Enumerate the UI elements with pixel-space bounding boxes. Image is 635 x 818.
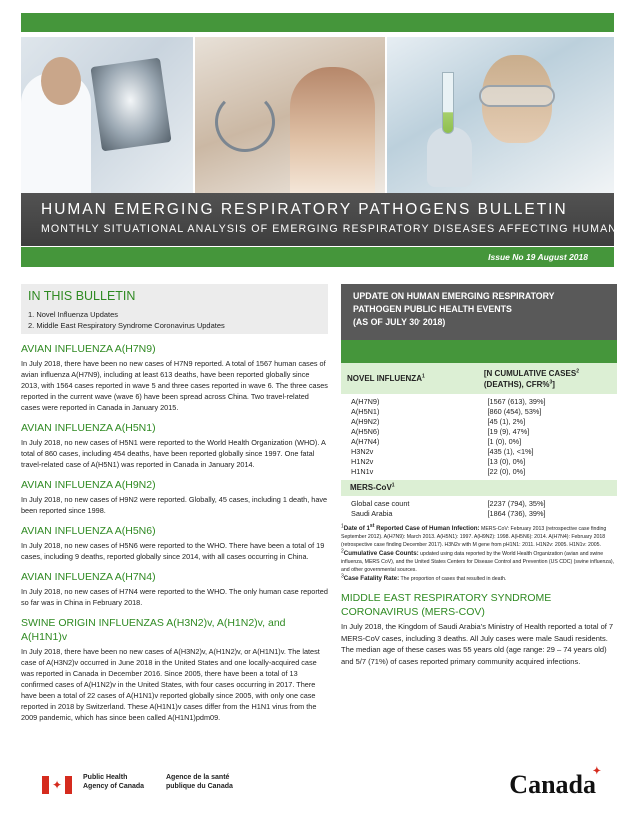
mers-section-heading: MIDDLE EAST RESPIRATORY SYNDROME CORONAVIRUS (MERS-COV) [341,592,552,618]
table-header [341,363,617,394]
issue-label: Issue No 19 August 2018 [488,252,588,262]
right-column [341,284,617,667]
mers-table-header: MERS-CoV$^1$ [341,480,617,496]
top-accent-bar [21,13,614,32]
table-row: A(H5N6) [19 (9), 47%] [351,427,530,436]
left-column [21,284,328,723]
table-row: H1N1v [22 (0), 0%] [351,467,526,476]
update-box: UPDATE ON HUMAN EMERGING RESPIRATORY PATHOGEN PUBLIC HEALTH EVENTS (AS OF JULY 30, 2018) [341,284,617,340]
table-row: H1N2v [13 (0), 0%] [351,457,526,466]
stethoscope-exam-photo [195,37,385,193]
bulletin-item: 2. Middle East Respiratory Syndrome Coronavirus Updates [28,321,225,330]
section-heading: AVIAN INFLUENZA A(H5N6) [21,525,156,537]
table-col1-header: NOVEL INFLUENZA$^1$ [347,373,425,383]
canada-flag-icon: ✦ [42,776,72,794]
table-row: A(H7N4) [1 (0), 0%] [351,437,522,446]
section-heading: AVIAN INFLUENZA A(H9N2) [21,479,156,491]
maple-leaf-icon: ✦ [592,766,601,777]
table-footnotes [341,522,617,583]
mers-rows [341,496,617,521]
doctor-xray-photo [21,37,193,193]
canada-wordmark: Canada ✦ [509,766,601,799]
bulletin-title: HUMAN EMERGING RESPIRATORY PATHOGENS BULLETIN [41,201,568,218]
section-heading: SWINE ORIGIN INFLUENZAS A(H3N2)v, A(H1N2)v, and A(H1N1)v [21,617,286,643]
table-row: A(H7N9) [1567 (613), 39%] [351,397,546,406]
bulletin-subtitle: MONTHLY SITUATIONAL ANALYSIS OF EMERGING RESPIRATORY DISEASES AFFECTING HUMANS [41,223,626,235]
table-row: A(H9N2) [45 (1), 2%] [351,417,526,426]
header-photo-strip [21,37,614,193]
section-body: In July 2018, there have been no new cases of A(H3N2)v, A(H1N2)v, or A(H1N1)v. The latest case of A(H3N2)v occurred in June 2018 in the United States and one locally-acquired case was reported in Canada in December 2016. Since 2005, there have been a total of 13 confirmed cases of A(H1N2)v in the United States, with four cases occurring in 2017. There have been a total of 22 cases of A(H1N1)v reported globally since 2005, with only one case reported in 2018 by Switzerland. These A(H1N1)v cases differ from the H1N1 virus from the 2009 pandemic, which has since been called A(H1N1)pdm09. [21,647,320,722]
update-title-line: UPDATE ON HUMAN EMERGING RESPIRATORY [353,291,555,301]
mers-section-body: In July 2018, the Kingdom of Saudi Arabia’s Ministry of Health reported a total of 7 MERS-CoV cases, including 3 deaths. All July cases were male Saudi residents. The median age of these cases was 55 years old (age range: 29 – 74 years old) and 5/7 (71%) of cases reported primary community acquired infections. [341,622,614,666]
update-title-line: PATHOGEN PUBLIC HEALTH EVENTS [353,304,512,314]
footnote: $^3$Case Fatality Rate: The proportion of cases that resulted in death. [341,573,507,582]
section-body: In July 2018, no new cases of H5N1 were reported to the World Health Organization (WHO). A total of 860 cases, including 454 deaths, have been reported globally since 1997. One fatal travel-related case of A(H5N1) was reported in Canada in January 2014. [21,438,326,469]
table-row: H3N2v [435 (1), <1%] [351,447,534,456]
section-heading: AVIAN INFLUENZA A(H7N4) [21,571,156,583]
footnote: $^1$Date of 1st Reported Case of Human Infection: MERS-CoV: February 2013 (retrospective case finding September 2012). A(H7N9): March 2013. A(H5N1): 1997. A(H9N2): 1998. A(H5N6): 2014. A(H7N4): February 2018 (retrospective case finding December 2017). H3N2v with M gene from pH1N1: 2011. H1N2v: 2005. H1N1v: 2005. [341,522,607,548]
in-this-bulletin-title: IN THIS BULLETIN [28,289,136,303]
section-body: In July 2018, no new cases of H9N2 were reported. Globally, 45 cases, including 1 death, have been reported since 1998. [21,495,328,515]
section-body: In July 2018, there have been no new cases of H7N9 reported. A total of 1567 human cases of avian influenza A(H7N9), including at least 613 deaths, have been reported globally since 2013, with 1564 cases reported in wave 5 and three cases reported in wave 6. The three cases reported in the current wave (wave 6) have been spread across China. Two travel-related cases were reported in Canada in January 2015. [21,359,328,412]
section-heading: AVIAN INFLUENZA A(H7N9) [21,343,156,355]
update-title-line: (AS OF JULY 30 [353,317,420,327]
section-body: In July 2018, no new cases of H7N4 were reported to the WHO. The only human case reported so far was in China in February 2018. [21,587,328,607]
influenza-rows [341,394,617,479]
footer [21,768,614,804]
footnote: $^2$Cumulative Case Counts: updated using data reported by the World Health Organization (avian and swine influenza, MERS CoV), and the United States Centers for Disease Control and Prevention (US CDC) (swine influenza), and other governmental sources. [341,548,615,573]
section-body: In July 2018, no new cases of H5N6 were reported to the WHO. There have been a total of 19 cases, including 9 deaths, reported globally since 2014, with all cases occurring in China. [21,541,325,561]
table-row: Global case count [2237 (794), 35%] [351,499,546,508]
issue-band [21,247,614,267]
table-row: A(H5N1) [860 (454), 53%] [351,407,542,416]
section-heading: AVIAN INFLUENZA A(H5N1) [21,422,156,434]
agency-name-fr: Agence de la santé publique du Canada [166,774,233,790]
table-row: Saudi Arabia [1864 (736), 39%] [351,509,546,518]
bulletin-title-band [21,193,626,246]
in-this-bulletin-box [21,284,328,334]
table-col2-header: [N CUMULATIVE CASES$^2$ (DEATHS), CFR%$^3$] [483,367,579,389]
scientist-test-tube-photo [387,37,614,193]
bulletin-item: 1. Novel Influenza Updates [28,310,119,319]
update-green-bar [341,340,617,363]
agency-name-en: Public Health Agency of Canada [83,774,145,790]
